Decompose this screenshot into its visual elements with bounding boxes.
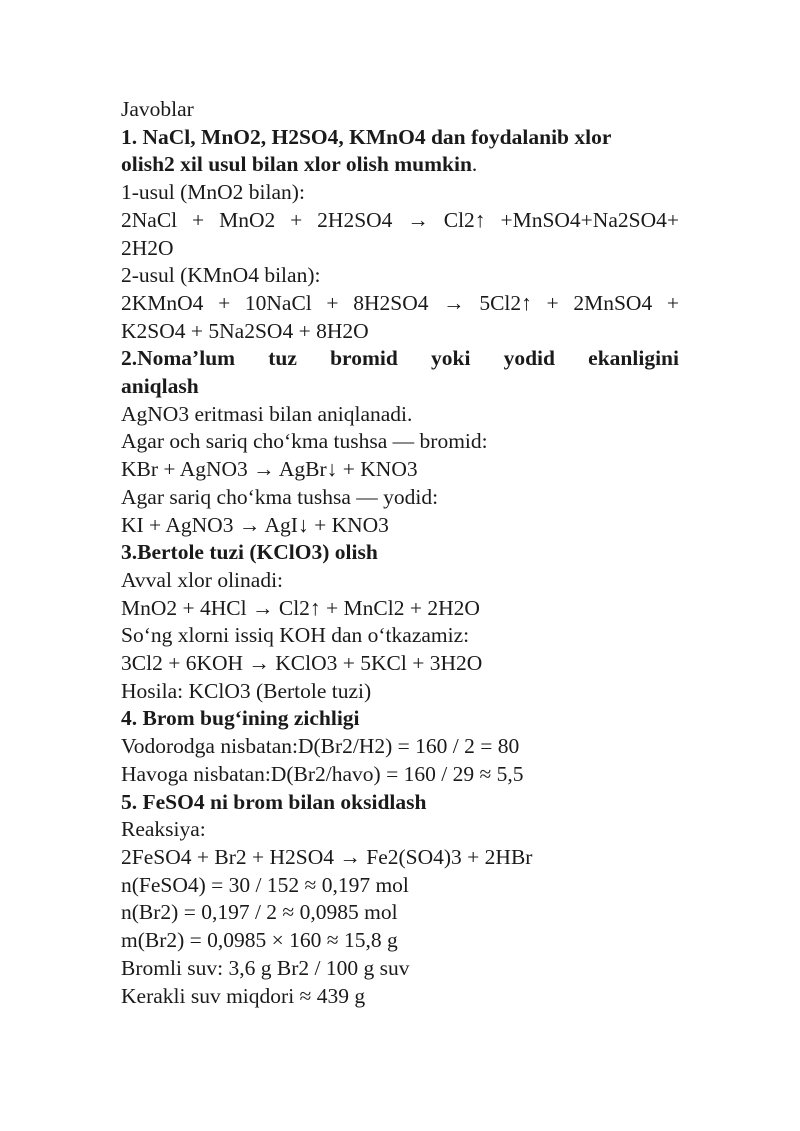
section-5-title: 5. FeSO4 ni brom bilan oksidlash (121, 789, 427, 814)
section-2-title-line-2: aniqlash (121, 374, 199, 399)
section-1-title-line-1: 1. NaCl, MnO2, H2SO4, KMnO4 dan foydalanib xlor (121, 124, 612, 149)
method-2-label: 2-usul (KMnO4 bilan): (121, 263, 321, 288)
section-5-moles-br2: n(Br2) = 0,197 / 2 ≈ 0,0985 mol (121, 900, 398, 925)
section-2-line-2: Agar och sariq cho‘kma tushsa — bromid: (121, 429, 488, 454)
method-1-equation-line-2: 2H2O (121, 235, 174, 260)
section-2-equation-bromide: KBr + AgNO3 → AgBr↓ + KNO3 (121, 457, 418, 482)
section-2-line-1: AgNO3 eritmasi bilan aniqlanadi. (121, 401, 413, 426)
section-4-density-air: Havoga nisbatan:D(Br2/havo) = 160 / 29 ≈ 5,5 (121, 761, 524, 786)
section-1-title-period: . (471, 152, 478, 177)
section-5-bromine-water: Bromli suv: 3,6 g Br2 / 100 g suv (121, 955, 410, 980)
method-2-equation-line-1: 2KMnO4 + 10NaCl + 8H2SO4 → 5Cl2↑ + 2MnSO4 + (121, 290, 679, 315)
section-3-line-3: So‘ng xlorni issiq KOH dan o‘tkazamiz: (121, 623, 470, 648)
section-3-title: 3.Bertole tuzi (KClO3) olish (121, 540, 378, 565)
method-1-label: 1-usul (MnO2 bilan): (121, 180, 305, 205)
section-4-density-hydrogen: Vodorodga nisbatan:D(Br2/H2) = 160 / 2 = 80 (121, 734, 520, 759)
document-heading: Javoblar (121, 97, 194, 121)
method-1-equation-line-1: 2NaCl + MnO2 + 2H2SO4 → Cl2↑ +MnSO4+Na2SO4+ (121, 207, 679, 232)
section-1-title-line-2 (121, 151, 679, 179)
section-1-title-text: olish2 xil usul bilan xlor olish mumkin (121, 152, 472, 177)
section-4-title: 4. Brom bug‘ining zichligi (121, 706, 360, 731)
section-3-result: Hosila: KClO3 (Bertole tuzi) (121, 678, 372, 703)
section-3-line-1: Avval xlor olinadi: (121, 567, 284, 592)
section-3-equation-chlorine: MnO2 + 4HCl → Cl2↑ + MnCl2 + 2H2O (121, 595, 480, 620)
section-3-equation-kclo3: 3Cl2 + 6KOH → KClO3 + 5KCl + 3H2O (121, 651, 483, 676)
section-5-moles-feso4: n(FeSO4) = 30 / 152 ≈ 0,197 mol (121, 872, 409, 897)
section-2-line-4: Agar sariq cho‘kma tushsa — yodid: (121, 484, 439, 509)
document-page (121, 96, 679, 1010)
section-5-equation: 2FeSO4 + Br2 + H2SO4 → Fe2(SO4)3 + 2HBr (121, 844, 533, 869)
section-5-line-1: Reaksiya: (121, 817, 206, 842)
section-5-water-required: Kerakli suv miqdori ≈ 439 g (121, 983, 366, 1008)
section-2-title-line-1: 2.Noma’lum tuz bromid yoki yodid ekanligini (121, 346, 679, 371)
section-2-equation-iodide: KI + AgNO3 → AgI↓ + KNO3 (121, 512, 389, 537)
section-5-mass-br2: m(Br2) = 0,0985 × 160 ≈ 15,8 g (121, 928, 398, 953)
method-2-equation-line-2: K2SO4 + 5Na2SO4 + 8H2O (121, 318, 369, 343)
